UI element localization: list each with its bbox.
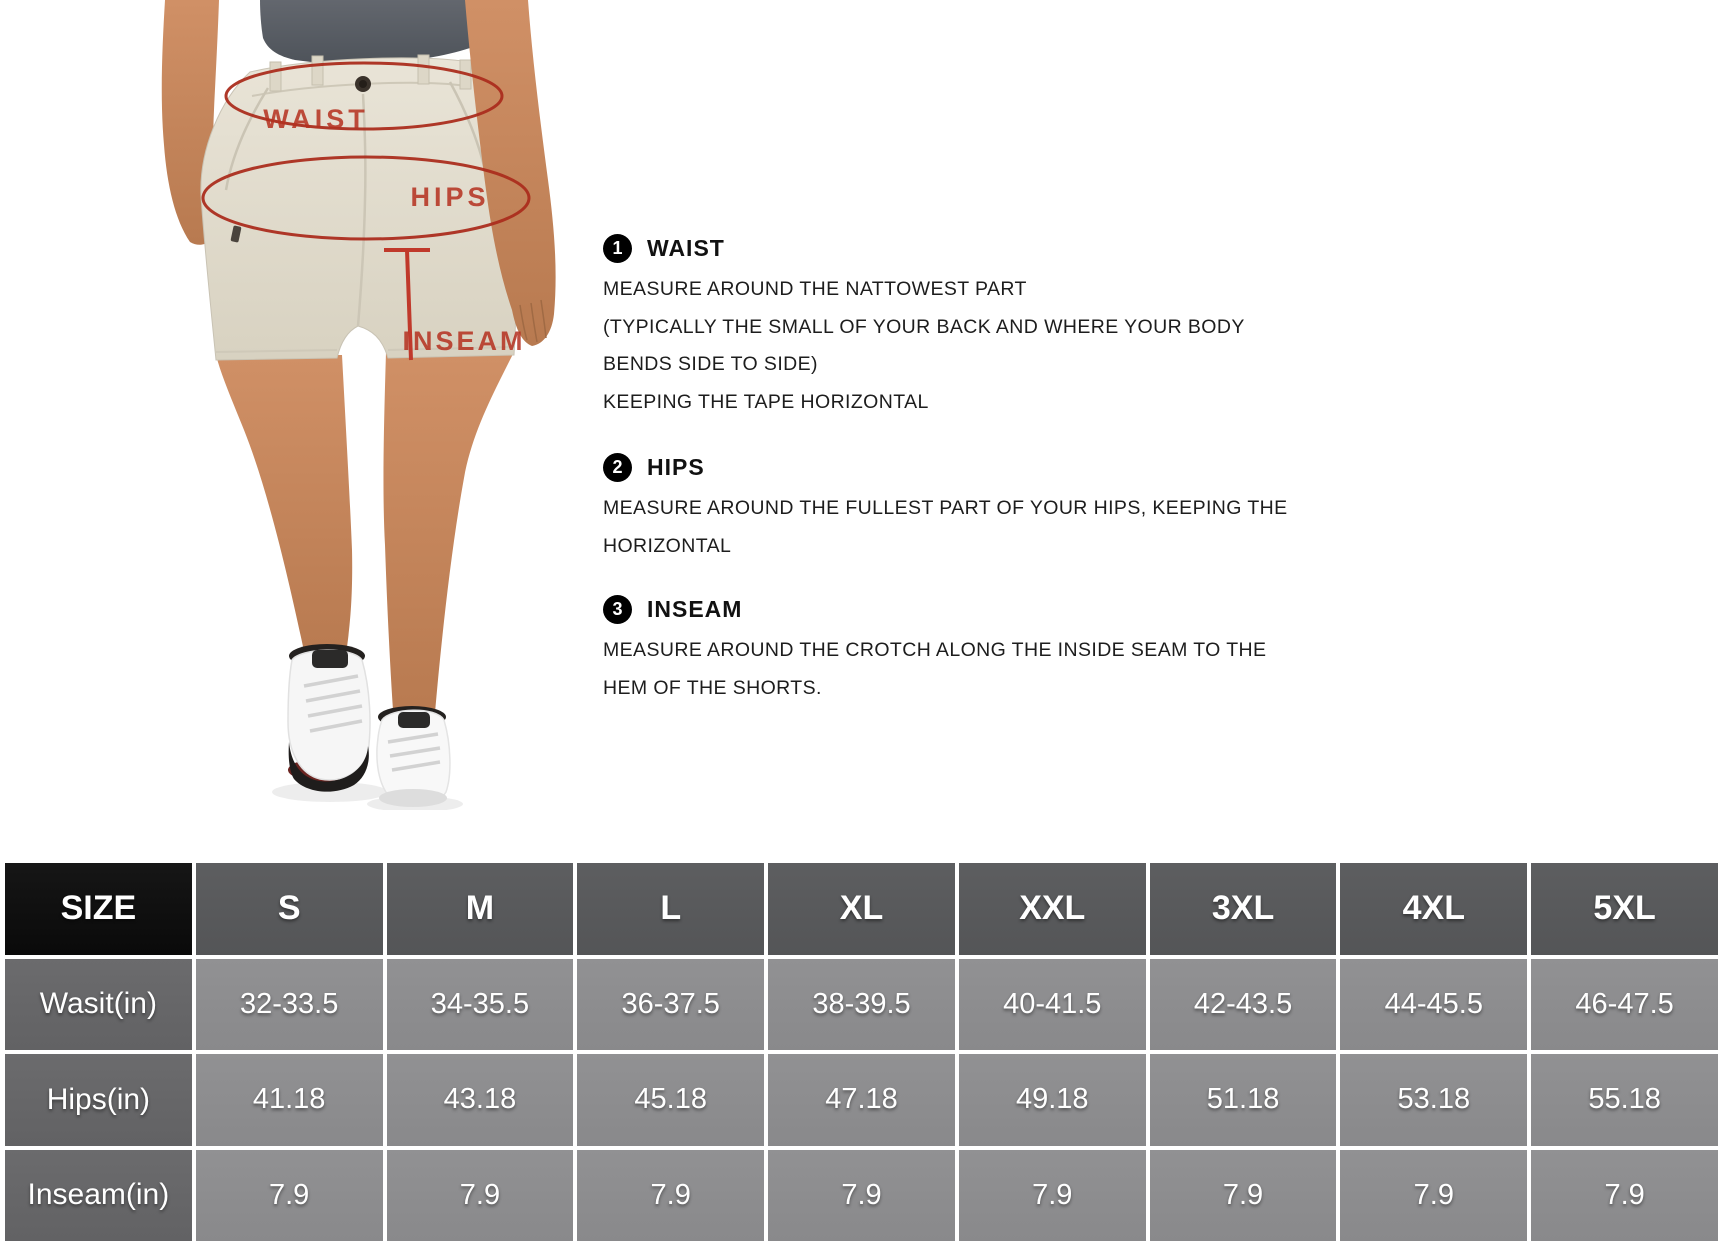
table-header-xl: XL <box>768 863 955 955</box>
instruction-line: MEASURE AROUND THE CROTCH ALONG THE INSIDE SEAM TO THE <box>603 639 1267 661</box>
inseam-value: 7.9 <box>577 1150 764 1242</box>
step-number-badge: 1 <box>603 234 632 263</box>
hips-value: 49.18 <box>959 1054 1146 1146</box>
inseam-value: 7.9 <box>196 1150 383 1242</box>
hips-value: 53.18 <box>1340 1054 1527 1146</box>
inseam-value: 7.9 <box>1340 1150 1527 1242</box>
waist-overlay-label: WAIST <box>263 104 369 134</box>
inseam-value: 7.9 <box>1531 1150 1718 1242</box>
model-illustration <box>120 0 590 810</box>
row-label-hips: Hips(in) <box>5 1054 192 1146</box>
step-number-badge: 2 <box>603 453 632 482</box>
table-header-xxl: XXL <box>959 863 1146 955</box>
inseam-value: 7.9 <box>1150 1150 1337 1242</box>
instruction-title: HIPS <box>647 453 705 480</box>
right-leg <box>383 352 514 719</box>
row-label-inseam: Inseam(in) <box>5 1150 192 1242</box>
instruction-line: KEEPING THE TAPE HORIZONTAL <box>603 390 929 413</box>
shirt <box>260 0 484 64</box>
hips-value: 47.18 <box>768 1054 955 1146</box>
waist-value: 32-33.5 <box>196 959 383 1051</box>
instruction-title: INSEAM <box>647 595 743 622</box>
instruction-block-waist <box>603 233 1383 421</box>
instruction-title: WAIST <box>647 234 725 261</box>
inseam-overlay-label: INSEAM <box>402 326 526 356</box>
waist-value: 36-37.5 <box>577 959 764 1051</box>
table-header-4xl: 4XL <box>1340 863 1527 955</box>
instruction-line: HORIZONTAL <box>603 534 732 557</box>
hips-value: 45.18 <box>577 1054 764 1146</box>
table-header-3xl: 3XL <box>1150 863 1337 955</box>
waist-value: 40-41.5 <box>959 959 1146 1051</box>
waist-value: 42-43.5 <box>1150 959 1337 1051</box>
hips-value: 55.18 <box>1531 1054 1718 1146</box>
inseam-value: 7.9 <box>959 1150 1146 1242</box>
waist-value: 46-47.5 <box>1531 959 1718 1051</box>
left-leg <box>216 355 352 658</box>
inseam-value: 7.9 <box>768 1150 955 1242</box>
left-shoe <box>288 644 370 792</box>
hips-value: 41.18 <box>196 1054 383 1146</box>
hips-value: 43.18 <box>387 1054 574 1146</box>
instruction-line: MEASURE AROUND THE NATTOWEST PART <box>603 278 1027 300</box>
instruction-line: BENDS SIDE TO SIDE) <box>603 353 818 375</box>
table-header-size: SIZE <box>5 863 192 955</box>
product-photo <box>120 0 590 810</box>
size-chart-table <box>0 858 1723 1246</box>
table-header-l: L <box>577 863 764 955</box>
instruction-line: MEASURE AROUND THE FULLEST PART OF YOUR HIPS, KEEPING THE <box>603 497 1288 519</box>
instruction-block-inseam <box>603 594 1383 707</box>
row-label-waist: Wasit(in) <box>5 959 192 1051</box>
step-number-badge: 3 <box>603 595 632 624</box>
instruction-line: (TYPICALLY THE SMALL OF YOUR BACK AND WHERE YOUR BODY <box>603 315 1245 338</box>
hips-value: 51.18 <box>1150 1054 1337 1146</box>
hips-overlay-label: HIPS <box>410 182 490 212</box>
table-header-5xl: 5XL <box>1531 863 1718 955</box>
waist-value: 34-35.5 <box>387 959 574 1051</box>
right-shoe <box>377 706 450 807</box>
waist-value: 44-45.5 <box>1340 959 1527 1051</box>
instruction-block-hips <box>603 452 1383 565</box>
waist-value: 38-39.5 <box>768 959 955 1051</box>
table-header-s: S <box>196 863 383 955</box>
instruction-line: HEM OF THE SHORTS. <box>603 676 822 699</box>
table-header-m: M <box>387 863 574 955</box>
inseam-value: 7.9 <box>387 1150 574 1242</box>
